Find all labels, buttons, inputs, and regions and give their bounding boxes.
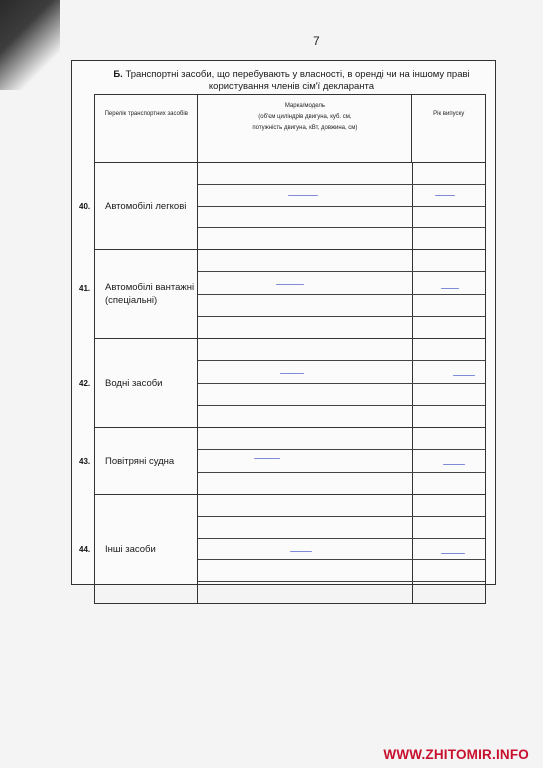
header-model-title: Марка/модель — [284, 103, 325, 109]
year-cell[interactable] — [413, 361, 485, 382]
header-model-details-1: (об'єм циліндрів двигуна, куб. см, — [258, 114, 352, 120]
year-cell[interactable] — [413, 317, 485, 338]
year-cell[interactable] — [413, 582, 485, 603]
row-label-line-1: Автомобілі вантажні — [105, 282, 195, 293]
model-cell[interactable] — [198, 272, 413, 293]
year-cell[interactable] — [413, 163, 485, 184]
handwritten-dash — [443, 464, 465, 465]
row-number: 44. — [79, 544, 91, 554]
header-model-details-2: потужність двигуна, кВт, довжина, см) — [252, 125, 358, 131]
handwritten-dash — [254, 458, 280, 459]
site-watermark: WWW.ZHITOMIR.INFO — [383, 747, 529, 762]
year-cell[interactable] — [413, 517, 485, 538]
year-cell[interactable] — [413, 384, 485, 405]
year-cell[interactable] — [413, 473, 485, 494]
handwritten-dash — [280, 373, 304, 374]
declaration-form-section — [71, 60, 496, 585]
year-cell[interactable] — [413, 295, 485, 316]
model-cell[interactable] — [198, 495, 413, 516]
scan-shadow-edge — [0, 0, 60, 90]
row-label-text: Автомобілі легкові — [105, 200, 187, 212]
table-row — [79, 495, 485, 603]
section-title — [92, 69, 491, 93]
model-cell[interactable] — [198, 228, 413, 249]
row-label — [79, 163, 198, 249]
row-label — [79, 339, 198, 427]
year-cell[interactable] — [413, 539, 485, 560]
handwritten-dash — [435, 195, 455, 196]
row-entry-lines — [198, 428, 485, 494]
model-cell[interactable] — [198, 384, 413, 405]
model-cell[interactable] — [198, 406, 413, 427]
model-cell[interactable] — [198, 450, 413, 471]
model-cell[interactable] — [198, 339, 413, 360]
handwritten-dash — [441, 288, 459, 289]
model-cell[interactable] — [198, 473, 413, 494]
model-cell[interactable] — [198, 517, 413, 538]
row-entry-lines — [198, 495, 485, 603]
row-number: 40. — [79, 201, 91, 211]
section-letter: Б. — [113, 69, 123, 80]
table-header — [95, 95, 485, 163]
row-number: 43. — [79, 456, 91, 466]
model-cell[interactable] — [198, 428, 413, 449]
header-brand-model — [198, 95, 412, 162]
year-cell[interactable] — [413, 406, 485, 427]
row-label — [79, 495, 198, 603]
year-cell[interactable] — [413, 228, 485, 249]
handwritten-dash — [441, 553, 465, 554]
section-title-text: Транспортні засоби, що перебувають у власності, в оренді чи на іншому праві користування членів сім'ї декларанта — [125, 69, 470, 92]
row-label-line-2: (спеціальні) — [105, 295, 158, 306]
row-entry-lines — [198, 250, 485, 338]
page-number: 7 — [313, 34, 320, 48]
year-cell[interactable] — [413, 339, 485, 360]
row-label — [79, 250, 198, 338]
year-cell[interactable] — [413, 207, 485, 228]
table-row — [79, 250, 485, 339]
model-cell[interactable] — [198, 185, 413, 206]
year-cell[interactable] — [413, 495, 485, 516]
handwritten-dash — [290, 551, 312, 552]
table-row — [79, 339, 485, 428]
row-label-text — [95, 281, 194, 307]
year-cell[interactable] — [413, 450, 485, 471]
row-label-text: Інші засоби — [105, 543, 156, 555]
year-cell[interactable] — [413, 428, 485, 449]
model-cell[interactable] — [198, 163, 413, 184]
year-cell[interactable] — [413, 560, 485, 581]
table-row — [79, 428, 485, 495]
year-cell[interactable] — [413, 185, 485, 206]
model-cell[interactable] — [198, 361, 413, 382]
row-label-text: Водні засоби — [105, 377, 163, 389]
model-cell[interactable] — [198, 207, 413, 228]
row-label — [79, 428, 198, 494]
handwritten-dash — [288, 195, 318, 196]
table-row — [79, 163, 485, 250]
model-cell[interactable] — [198, 582, 413, 603]
row-entry-lines — [198, 339, 485, 427]
model-cell[interactable] — [198, 295, 413, 316]
year-cell[interactable] — [413, 272, 485, 293]
handwritten-dash — [276, 284, 304, 285]
handwritten-dash — [453, 375, 475, 376]
header-vehicle-list: Перелік транспортних засобів — [95, 95, 198, 162]
row-entry-lines — [198, 163, 485, 249]
row-number: 42. — [79, 378, 91, 388]
model-cell[interactable] — [198, 560, 413, 581]
row-label-text: Повітряні судна — [105, 455, 175, 467]
model-cell[interactable] — [198, 539, 413, 560]
header-year: Рік випуску — [433, 111, 465, 117]
model-cell[interactable] — [198, 250, 413, 271]
year-cell[interactable] — [413, 250, 485, 271]
row-number: 41. — [79, 284, 91, 293]
vehicles-table — [79, 94, 486, 604]
model-cell[interactable] — [198, 317, 413, 338]
